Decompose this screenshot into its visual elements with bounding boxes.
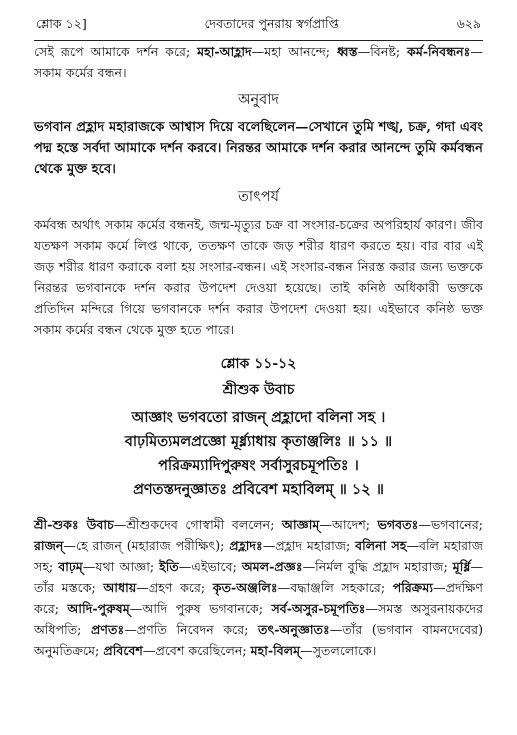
header-page-number: ৬২৯ bbox=[456, 16, 481, 31]
synonym-meaning: —যথা আজ্ঞা; bbox=[82, 559, 160, 574]
synonym-term: কর্ম-নিবন্ধনঃ bbox=[407, 44, 471, 59]
synonym-meaning: —প্রণতি নিবেদন করে; bbox=[124, 622, 258, 637]
synonym-meaning: —সকাম কর্মের বন্ধন। bbox=[34, 44, 483, 80]
synonym-meaning: —বিনষ্ট; bbox=[357, 44, 408, 59]
synonym-meaning: —ভগবানের; bbox=[418, 517, 483, 532]
synonym-meaning: —মহা আনন্দে; bbox=[251, 44, 337, 59]
synonyms bbox=[34, 514, 483, 661]
synonym-term: আজ্ঞাম্ bbox=[281, 517, 320, 532]
synonym-term: শ্রী-শুকঃ উবাচ bbox=[34, 517, 114, 532]
synonym-term: প্রহ্লাদঃ bbox=[229, 538, 263, 553]
purport-text: কর্মবন্ধ অর্থাৎ সকাম কর্মের বন্ধনই, জন্ম-মৃত্যুর চক্র বা সংসার-চক্রের অপরিহার্য কারণ। জীব যতক্ষণ সকাম কর্মে লিপ্ত থাকে, ততক্ষণ তাকে জড় শরীর ধারণ করতে হয়। বার বার এই জড় শরীর ধারণ করাকে বলা হয় সংসার-বন্ধন। এই সংসার-বন্ধন নিরস্ত করার জন্য ভক্তকে নিরন্তর ভগবানকে দর্শন করার উপদেশ দেওয়া হয়েছে। তাই কনিষ্ঠ অধিকারী ভক্তকে প্রতিদিন মন্দিরে গিয়ে ভগবানকে দর্শন করার উপদেশ দেওয়া হয়। এইভাবে কনিষ্ঠ ভক্ত সকাম কর্মের বন্ধন থেকে মুক্ত হতে পারে। bbox=[34, 217, 483, 337]
synonym-meaning: —বদ্ধাঞ্জলি সহকারে; bbox=[277, 580, 393, 595]
synonym-term: প্রণতঃ bbox=[91, 622, 125, 637]
synonym-term: আধায় bbox=[103, 580, 137, 595]
synonym-term: মহা-আহ্লাদ bbox=[197, 44, 252, 59]
synonym-meaning: —হে রাজন্ (মহারাজ পরীক্ষিৎ); bbox=[63, 538, 230, 553]
synonym-term: পরিক্রম্য bbox=[392, 580, 433, 595]
synonym-term: ভগবতঃ bbox=[377, 517, 419, 532]
synonym-term: কৃত-অঞ্জলিঃ bbox=[212, 580, 278, 595]
top-synonyms bbox=[34, 41, 483, 83]
synonym-meaning: —প্রবেশ করেছিলেন; bbox=[142, 643, 251, 658]
verse-line: আজ্ঞাং ভগবতো রাজন্ প্রহ্লাদো বলিনা সহ । bbox=[131, 409, 386, 426]
header-chapter-title: দেবতাদের পুনরায় স্বর্গপ্রাপ্তি bbox=[204, 16, 339, 31]
synonym-term: মূর্ধ্নি bbox=[452, 559, 471, 574]
synonym-term: রাজন্ bbox=[34, 538, 64, 553]
synonym-meaning: —প্রহ্লাদ মহারাজ; bbox=[262, 538, 356, 553]
verse-title: শ্লোক ১১-১২ bbox=[220, 356, 297, 372]
synonym-meaning: —আদেশ; bbox=[319, 517, 378, 532]
synonym-meaning: —সমস্ত অসুরনায়কদের অধিপতি; bbox=[34, 601, 483, 637]
translation-text: ভগবান প্রহ্লাদ মহারাজকে আশ্বাস দিয়ে বলেছিলেন—সেখানে তুমি শঙ্খ, চক্র, গদা এবং পদ্ম হস্তে সর্বদা আমাকে দর্শন করবে। নিরন্তর আমাকে দর্শন করার আনন্দে তুমি কর্মবন্ধন থেকে মুক্ত হবে। bbox=[34, 120, 483, 177]
synonym-term: ধ্বস্ত bbox=[336, 44, 358, 59]
synonym-meaning: —প্রদক্ষিণ করে; bbox=[34, 580, 484, 616]
synonym-meaning: সেই রূপে আমাকে দর্শন করে; bbox=[34, 44, 198, 59]
synonym-term: ইতি bbox=[159, 559, 179, 574]
verse-speaker: শ্রীশুক উবাচ bbox=[222, 382, 295, 398]
synonym-term: আদি-পুরুষম্ bbox=[67, 601, 130, 616]
running-header bbox=[34, 12, 483, 41]
synonym-meaning: —আদি পুরুষ ভগবানকে; bbox=[129, 601, 272, 616]
verse-line: প্রণতস্তদনুজ্ঞাতঃ প্রবিবেশ মহাবিলম্ ॥ ১২ ॥ bbox=[133, 481, 384, 498]
synonym-meaning: —গ্রহণ করে; bbox=[136, 580, 213, 595]
synonym-term: তৎ-অনুজ্ঞাতঃ bbox=[258, 622, 330, 637]
synonym-meaning: —নির্মল বুদ্ধি প্রহ্লাদ মহারাজ; bbox=[302, 559, 453, 574]
purport-heading: তাৎপর্য bbox=[237, 189, 280, 205]
synonym-meaning: —তাঁর মস্তকে; bbox=[34, 559, 484, 595]
synonym-term: অমল-প্রজ্ঞঃ bbox=[241, 559, 303, 574]
synonym-term: প্রবিবেশ bbox=[103, 643, 143, 658]
header-verse-ref: শ্লোক ১২] bbox=[36, 16, 87, 31]
synonym-meaning: —তাঁর (ভগবান বামনদেবের) অনুমতিক্রমে; bbox=[34, 622, 483, 658]
synonym-term: সর্ব-অসুর-চমূপতিঃ bbox=[271, 601, 366, 616]
synonym-meaning: —শ্রীশুকদেব গোস্বামী বললেন; bbox=[113, 517, 282, 532]
synonym-term: বাঢ়ম্ bbox=[58, 559, 83, 574]
synonym-term: মহা-বিলম্ bbox=[250, 643, 301, 658]
translation-heading: অনুবাদ bbox=[237, 92, 280, 108]
synonym-meaning: —এইভাবে; bbox=[178, 559, 242, 574]
verse-line: বাঢ়মিত্যমলপ্রজ্ঞো মূর্ধ্ন্যাধায় কৃতাঞ্জলিঃ ॥ ১১ ॥ bbox=[124, 433, 393, 450]
synonym-term: বলিনা সহ bbox=[355, 538, 407, 553]
synonym-meaning: —বলি মহারাজ সহ; bbox=[34, 538, 483, 574]
verse-line: পরিক্রম্যাদিপুরুষং সর্বাসুরচমূপতিঃ । bbox=[158, 457, 359, 474]
synonym-meaning: —সুতললোকে। bbox=[300, 643, 377, 658]
